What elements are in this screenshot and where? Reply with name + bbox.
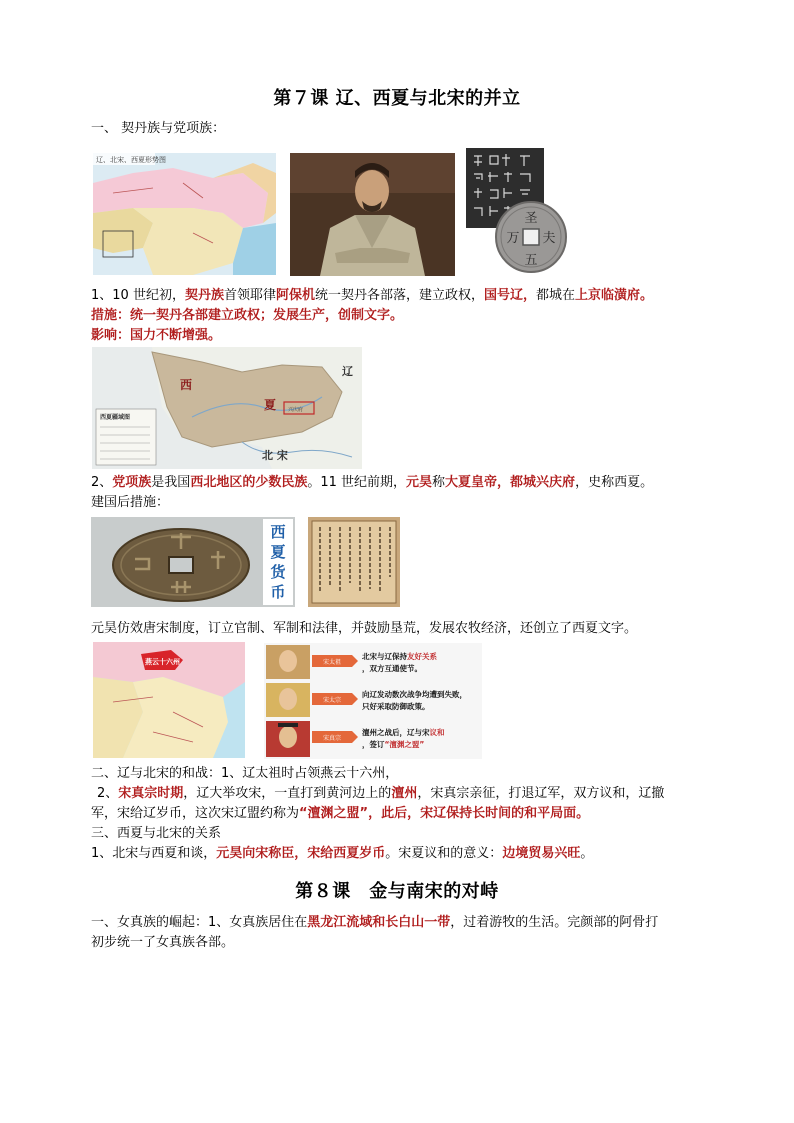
map2-label-liao: 辽 [342,365,353,378]
text: ，辽大举攻宋，一直打到黄河边上的 [183,786,392,801]
section2-heading: 二、辽与北宋的和战：1、辽太祖时占领燕云十六州， [91,766,399,781]
emperor-hl-taizu: 友好关系 [407,652,437,661]
highlight-abaoji: 阿保机 [275,288,315,303]
emperor-text-zhenzong-1: 澶州之战后，辽与宋 [362,728,430,737]
emperor-text-taizu-1: 北宋与辽保持 [362,652,407,661]
emperor-text-taizong-2: 只好采取防御政策。 [362,702,430,711]
svg-text:北宋与辽保持友好关系 [362,651,437,661]
liao-map-image [93,153,276,275]
lesson8-title: 第８课 金与南宋的对峙 [295,881,499,902]
emperors-panel [264,643,482,759]
map1-title: 辽、北宋、西夏形势图 [96,156,166,164]
liao-paragraph [91,286,653,306]
section1-heading: 一、 契丹族与党项族： [91,121,226,136]
map2-city: 兴庆府 [288,407,304,413]
highlight-capital: 上京临潢府。 [575,288,654,303]
text: 军，宋给辽岁币，这次宋辽盟约称为 [91,806,300,821]
text: 。 [580,846,594,861]
coin2-label-char1: 西 [270,523,286,541]
text: 2、 [97,786,119,801]
text: 称 [432,475,446,490]
coin1-char-left: 万 [506,231,520,246]
highlight-khitan: 契丹族 [184,288,224,303]
text: ，过着游牧的生活。完颜部的阿骨打 [450,915,659,930]
highlight-yuanhao: 元昊 [406,475,433,490]
emperor-text-taizong-1: 向辽发动数次战争均遭到失败， [362,690,467,699]
coin2-label-char4: 币 [270,583,286,601]
xixia-paragraph [91,473,653,493]
yanyun-map-image [93,642,245,758]
xixia-map-image [92,347,362,469]
coin1-char-top: 圣 [524,211,538,226]
text: 2、 [91,475,113,490]
highlight-dangxiang: 党项族 [112,475,152,490]
xixia-script-image [308,517,400,607]
song-xia-paragraph [91,844,593,864]
highlight-northwest: 西北地区的少数民族 [190,475,308,490]
liao-coin-image [492,200,570,275]
text: 是我国 [151,475,191,490]
chanyuan-paragraph [97,784,664,804]
highlight-liao: 国号辽， [484,288,537,303]
highlight-yuanhao-vassal: 元昊向宋称臣，宋给西夏岁币 [216,846,386,861]
highlight-zhenzong: 宋真宗时期 [118,786,184,801]
svg-text:，签订“澶渊之盟” [362,739,424,750]
text: 1、北宋与西夏和谈， [91,846,217,861]
text: 1、10 世纪初， [91,288,185,303]
svg-text:澶州之战后，辽与宋议和 [362,727,445,738]
highlight-border-trade: 边境贸易兴旺 [502,846,581,861]
highlight-heilongjiang: 黑龙江流域和长白山一带 [307,915,451,930]
emperor-name-zhenzong: 宋真宗 [322,735,342,742]
coin1-char-bottom: 五 [524,253,538,268]
coin1-char-right: 夫 [542,231,556,246]
emperor-hl2-zhenzong: “澶渊之盟” [384,740,425,749]
measures-line: 措施：统一契丹各部建立政权；发展生产，创制文字。 [91,308,404,323]
highlight-chanyuan-treaty: “澶渊之盟”，此后，宋辽保持长时间的和平局面。 [299,806,590,821]
map2-legend-title: 西夏疆域图 [100,414,131,421]
emperor-name-taizu: 宋太祖 [322,659,342,666]
yuanhao-measures-paragraph: 元昊仿效唐宋制度，订立官制、军制和法律，并鼓励垦荒，发展农牧经济，还创立了西夏文字。 [91,621,638,636]
highlight-daxia: 大夏皇帝，都城兴庆府 [445,475,576,490]
text: 都城在 [536,288,576,303]
impact-line: 影响：国力不断增强。 [91,328,222,343]
emperor-hl-zhenzong: 议和 [429,728,445,737]
map3-label: 燕云十六州 [145,658,180,666]
section3-heading: 三、西夏与北宋的关系 [91,826,222,841]
emperor-text-zhenzong-2: ，签订 [362,740,385,749]
chanyuan-paragraph-cont [91,804,589,824]
text: 统一契丹各部落，建立政权， [315,288,485,303]
lesson7-title: 第７课 辽、西夏与北宋的并立 [273,88,521,109]
coin2-label-char3: 货 [270,563,286,581]
emperor-name-taizong: 宋太宗 [322,697,342,704]
xixia-coin-image [91,517,295,607]
jurchen-paragraph [91,913,658,933]
text: 首领耶律 [223,288,276,303]
text: ，史称西夏。 [575,475,654,490]
text: 。11 世纪前期， [307,475,407,490]
map2-label-west: 西 [180,378,193,392]
text: 一、女真族的崛起：1、女真族居住在 [91,915,308,930]
emperor-text-taizu-2: ，双方互通使节。 [362,664,422,673]
text: 。宋夏议和的意义： [385,846,503,861]
map2-label-beisong: 北 宋 [262,449,288,462]
jurchen-paragraph-cont: 初步统一了女真族各部。 [91,935,235,950]
coin2-label-char2: 夏 [270,543,286,561]
abaoji-portrait-image [290,153,455,276]
post-founding-label: 建国后措施： [91,495,170,510]
highlight-chanzhou: 澶州 [391,786,418,801]
map2-label-xia: 夏 [264,398,277,412]
text: ，宋真宗亲征，打退辽军，双方议和，辽撤 [417,786,665,801]
